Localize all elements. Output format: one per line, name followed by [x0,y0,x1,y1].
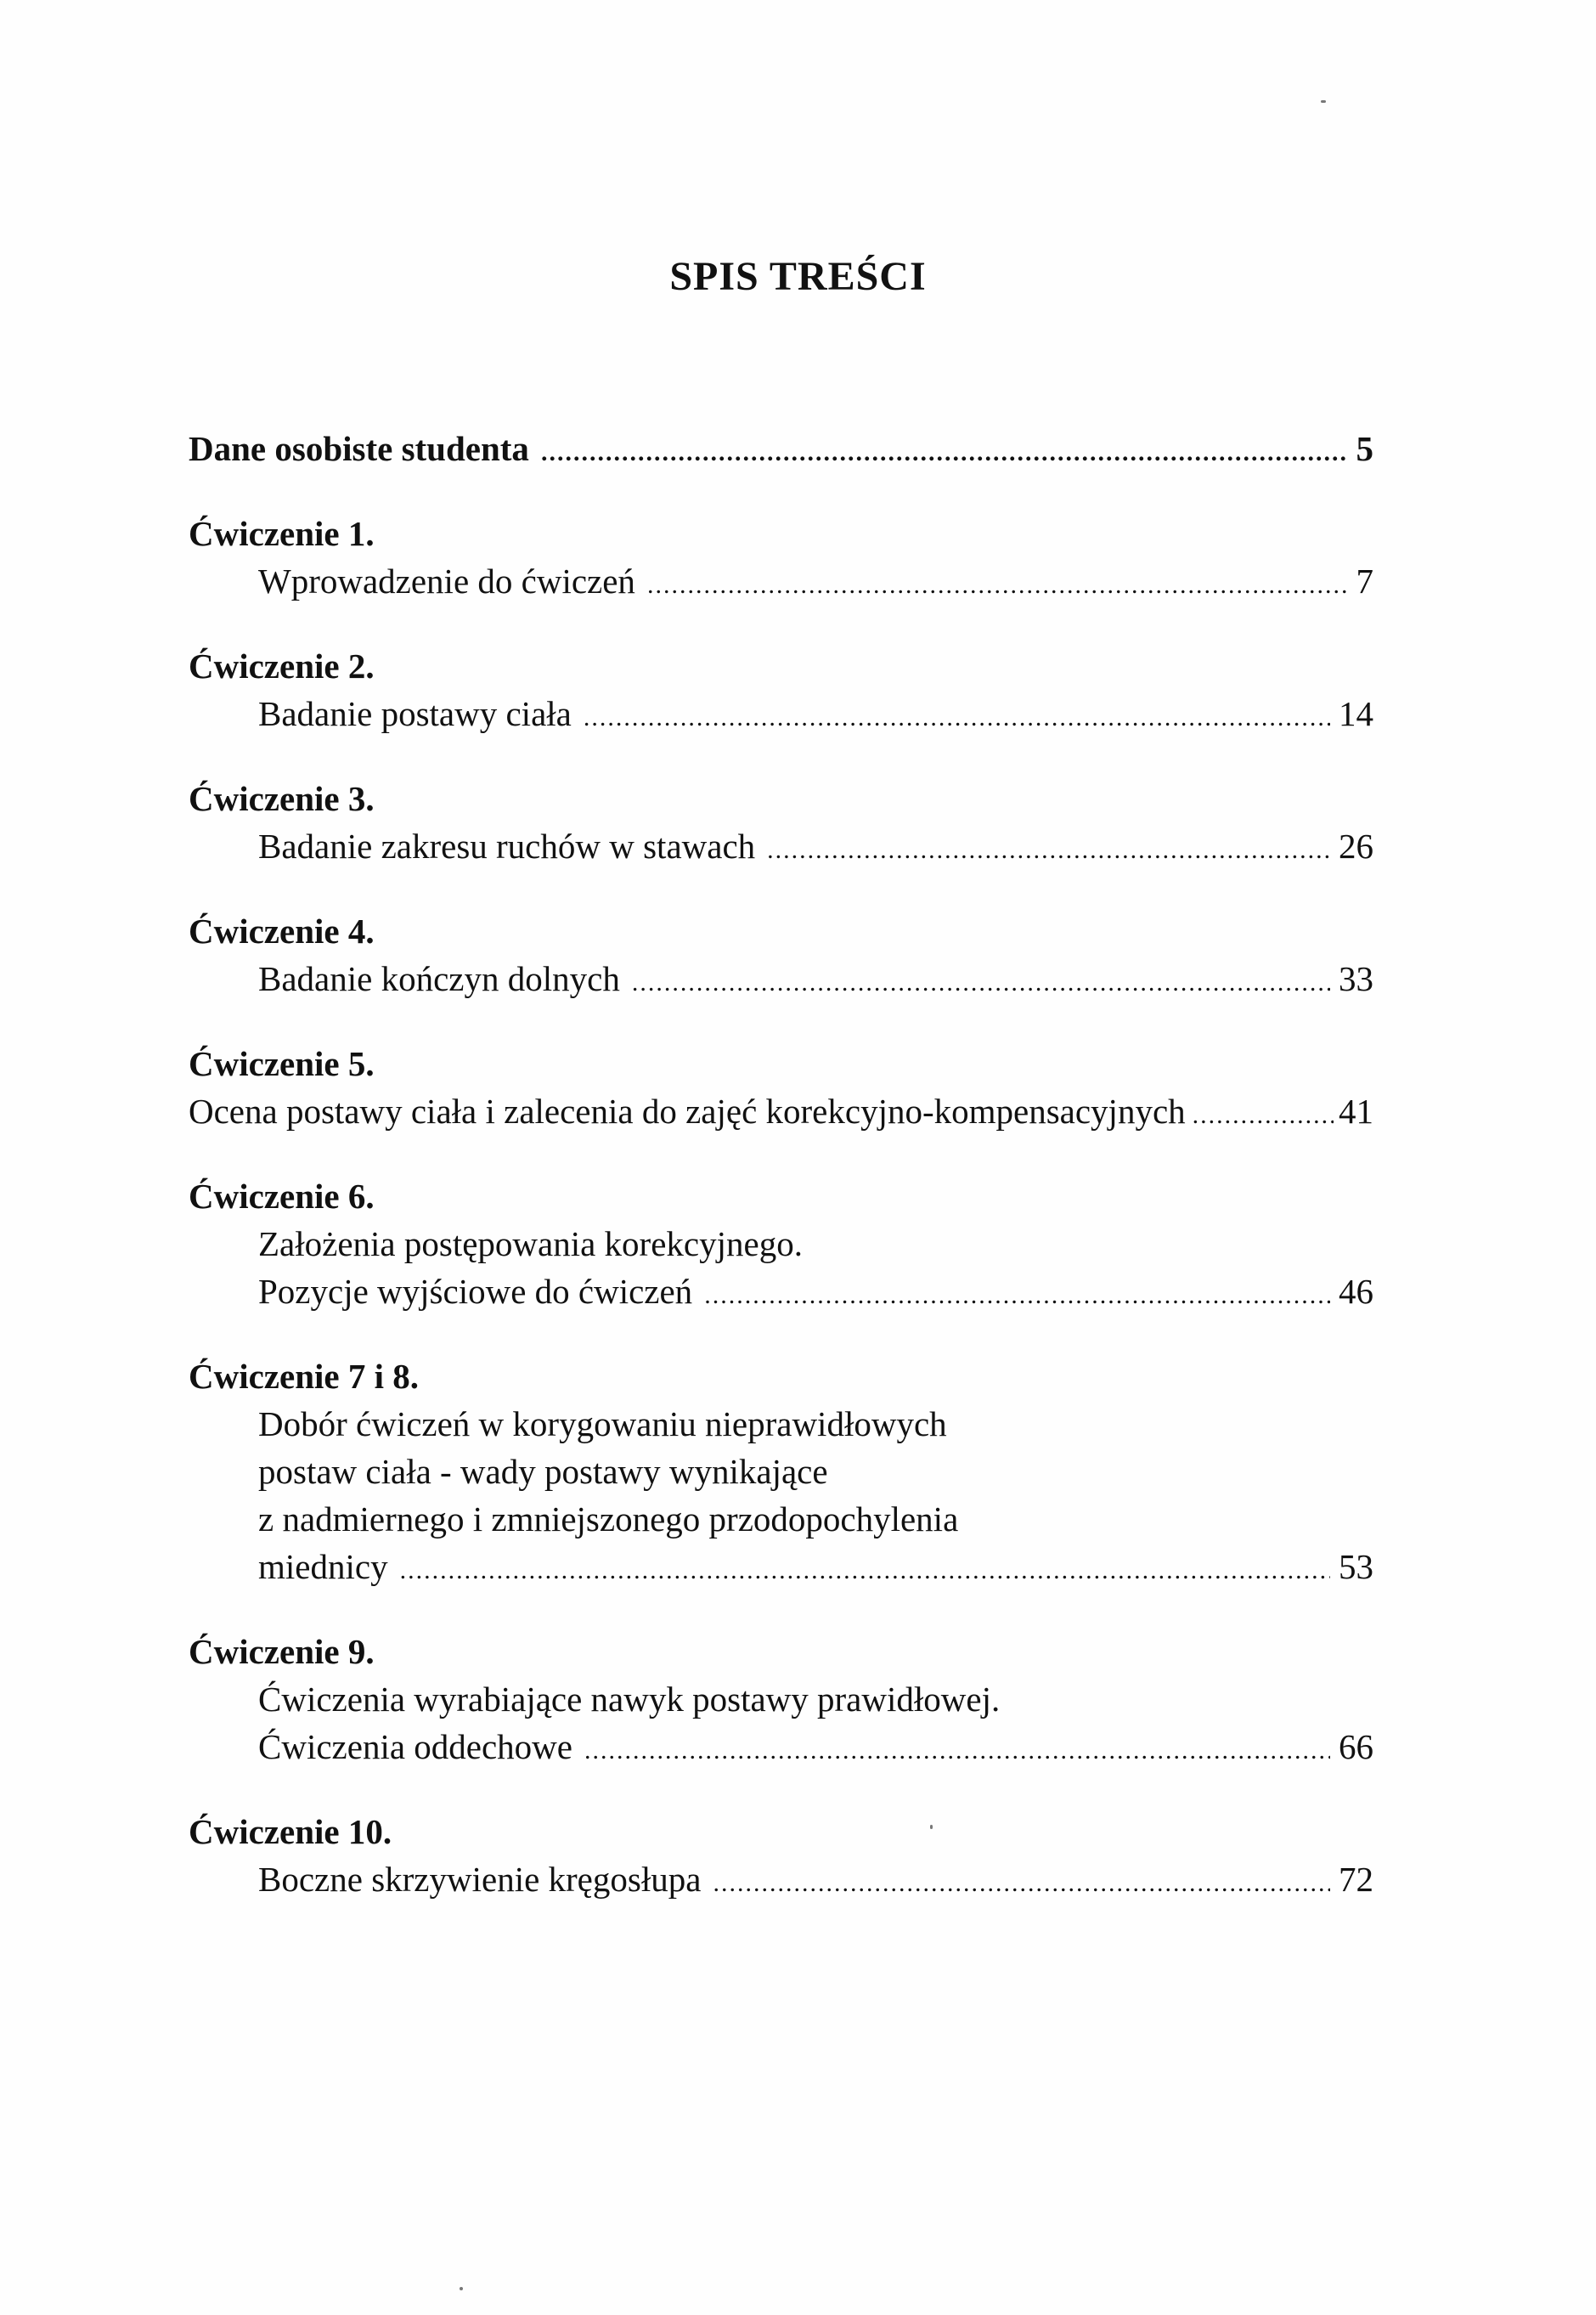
toc-entry-cwiczenie-9[interactable] [189,1628,1373,1775]
toc-page-number: 53 [1339,1547,1373,1586]
dot-leader [541,429,1348,477]
toc-page-number: 72 [1339,1860,1373,1899]
toc-entry-cwiczenie-5[interactable] [189,1040,1373,1139]
dot-leader [713,1860,1330,1907]
toc-entry-cwiczenie-3[interactable] [189,775,1373,874]
toc-entry-heading: Ćwiczenie 7 i 8. [189,1357,419,1396]
toc-entry-heading: Ćwiczenie 4. [189,912,375,951]
toc-entry-heading: Ćwiczenie 10. [189,1812,392,1851]
dot-leader [704,1272,1330,1319]
toc-entry-cwiczenie-10[interactable] [189,1808,1373,1907]
toc-entry-title: Ćwiczenia oddechowe [258,1727,572,1766]
toc-page-number: 33 [1339,959,1373,998]
toc-entry-title-line: z nadmiernego i zmniejszonego przodopochylenia [258,1499,959,1539]
toc-page-number: 66 [1339,1727,1373,1766]
toc-entry-title: Pozycje wyjściowe do ćwiczeń [258,1272,693,1311]
table-of-contents [189,425,1373,1907]
page-title: SPIS TREŚCI [669,254,927,299]
toc-page-number: 5 [1356,429,1373,468]
dot-leader [584,1727,1330,1775]
dot-leader [647,562,1348,609]
toc-entry-cwiczenie-4[interactable] [189,907,1373,1007]
toc-page-number: 41 [1339,1092,1373,1131]
toc-entry-title: Wprowadzenie do ćwiczeń [258,562,635,601]
toc-entry-title: Badanie zakresu ruchów w stawach [258,827,756,866]
toc-entry-title: miednicy [258,1547,388,1586]
toc-entry-title-line: Ćwiczenia wyrabiające nawyk postawy prawidłowej. [258,1680,1001,1719]
toc-entry-label: Dane osobiste studenta [189,429,529,468]
dot-leader [584,694,1330,742]
toc-entry-heading: Ćwiczenie 2. [189,647,375,686]
toc-entry-heading: Ćwiczenie 5. [189,1044,375,1083]
toc-entry-cwiczenie-7-i-8[interactable] [189,1352,1373,1595]
toc-page-number: 46 [1339,1272,1373,1311]
scan-speck [460,2287,463,2290]
toc-entry-heading: Ćwiczenie 1. [189,514,375,553]
dot-leader [1193,1092,1334,1139]
toc-page-number: 26 [1339,827,1373,866]
toc-entry-cwiczenie-1[interactable] [189,510,1373,609]
toc-entry-title: Boczne skrzywienie kręgosłupa [258,1860,702,1899]
toc-entry-title: Badanie kończyn dolnych [258,959,620,998]
toc-entry-title: Ocena postawy ciała i zalecenia do zajęć korekcyjno-kompensacyjnych [189,1092,1186,1131]
toc-entry-cwiczenie-2[interactable] [189,642,1373,742]
dot-leader [767,827,1330,874]
toc-entry-dane[interactable] [189,425,1373,477]
scan-speck [1321,100,1326,103]
toc-entry-title-line: postaw ciała - wady postawy wynikające [258,1452,828,1491]
toc-entry-title-line: Dobór ćwiczeń w korygowaniu nieprawidłowych [258,1404,947,1443]
toc-page-number: 14 [1339,694,1373,733]
toc-entry-heading: Ćwiczenie 3. [189,779,375,818]
toc-entry-cwiczenie-6[interactable] [189,1172,1373,1319]
toc-page-number: 7 [1356,562,1373,601]
toc-entry-heading: Ćwiczenie 6. [189,1177,375,1216]
toc-entry-title-line: Założenia postępowania korekcyjnego. [258,1224,803,1263]
dot-leader [632,959,1330,1007]
toc-entry-title: Badanie postawy ciała [258,694,572,733]
dot-leader [400,1547,1330,1595]
toc-entry-heading: Ćwiczenie 9. [189,1632,375,1671]
